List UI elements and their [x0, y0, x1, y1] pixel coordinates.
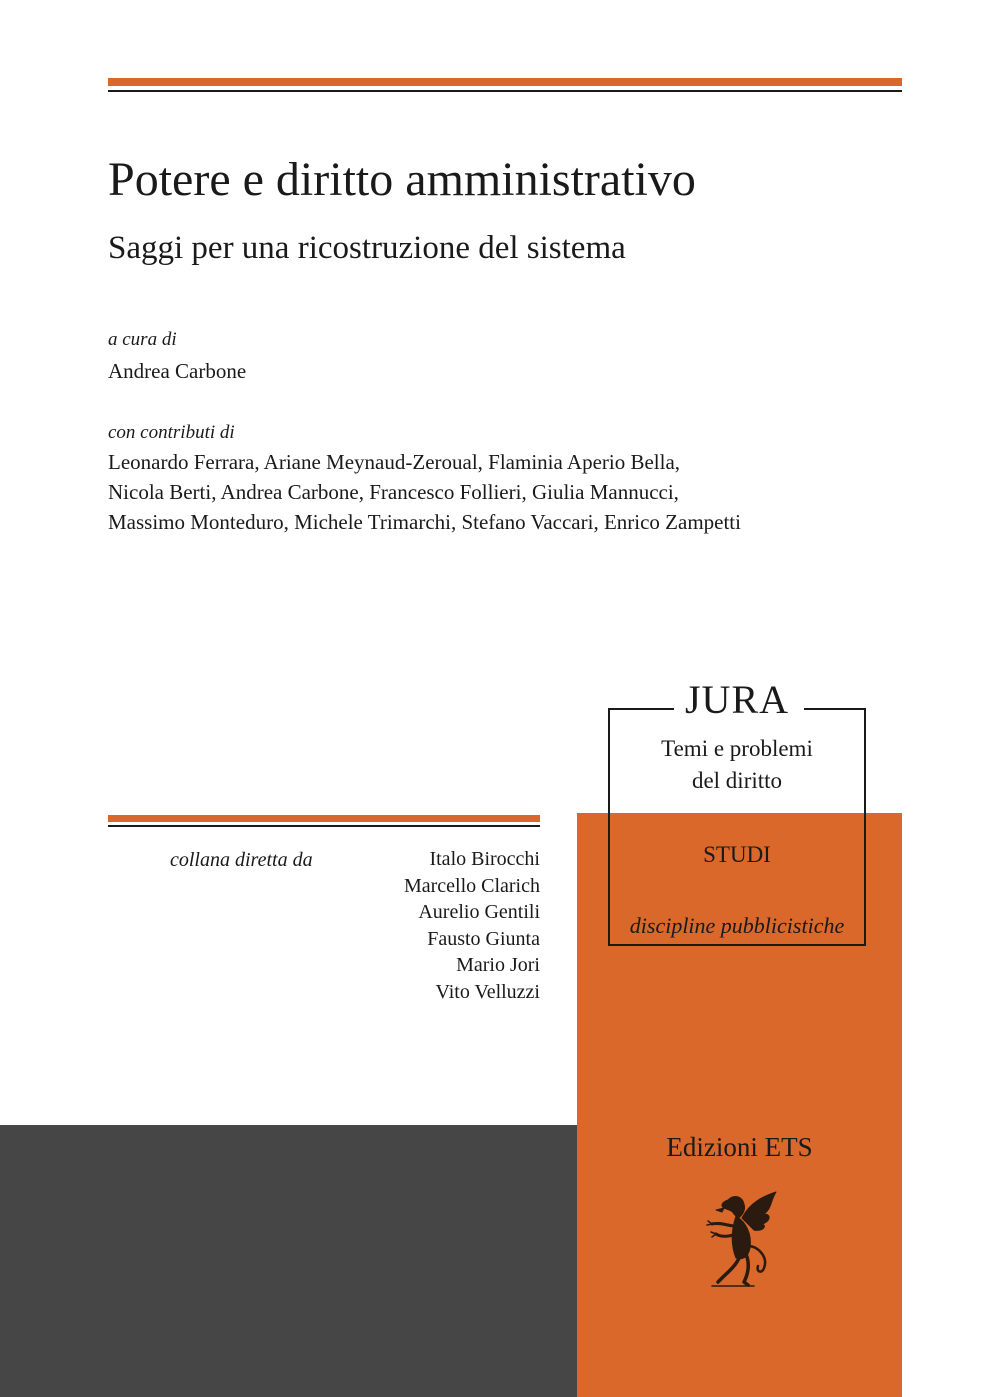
- contributors-list: [108, 447, 888, 537]
- contributors-line: Nicola Berti, Andrea Carbone, Francesco Follieri, Giulia Mannucci,: [108, 480, 679, 504]
- editor-label: a cura di: [108, 329, 177, 350]
- series-discipline: discipline pubblicistiche: [629, 913, 845, 938]
- director-name: Fausto Giunta: [427, 927, 540, 950]
- series-tagline-line-2: del diritto: [691, 768, 783, 793]
- contributors-line: Massimo Monteduro, Michele Trimarchi, Stefano Vaccari, Enrico Zampetti: [108, 510, 741, 534]
- book-title: Potere e diritto amministrativo: [108, 153, 696, 206]
- directors-list: [300, 846, 540, 1005]
- mid-thin-rule: [108, 825, 540, 827]
- director-name: Marcello Clarich: [403, 874, 540, 897]
- director-name: Italo Birocchi: [429, 848, 540, 870]
- director-name: Mario Jori: [456, 954, 540, 976]
- director-name: Aurelio Gentili: [418, 901, 540, 923]
- publisher-name: Edizioni ETS: [666, 1132, 813, 1162]
- griffin-logo-icon: [698, 1188, 780, 1288]
- dark-band: [0, 1125, 577, 1397]
- editor-name: Andrea Carbone: [108, 359, 247, 383]
- contributors-label: con contributi di: [108, 422, 235, 443]
- directed-by-label: collana diretta da: [170, 849, 313, 871]
- series-section: STUDI: [703, 842, 771, 867]
- mid-accent-rule: [108, 815, 540, 822]
- top-thin-rule: [108, 90, 902, 92]
- series-tagline: [608, 733, 866, 797]
- director-name: Vito Velluzzi: [435, 980, 540, 1003]
- book-subtitle: Saggi per una ricostruzione del sistema: [108, 230, 626, 266]
- series-name: JURA: [684, 677, 790, 722]
- series-tagline-line-1: Temi e problemi: [661, 736, 813, 761]
- top-accent-rule: [108, 78, 902, 86]
- contributors-line: Leonardo Ferrara, Ariane Meynaud-Zeroual, Flaminia Aperio Bella,: [108, 450, 681, 474]
